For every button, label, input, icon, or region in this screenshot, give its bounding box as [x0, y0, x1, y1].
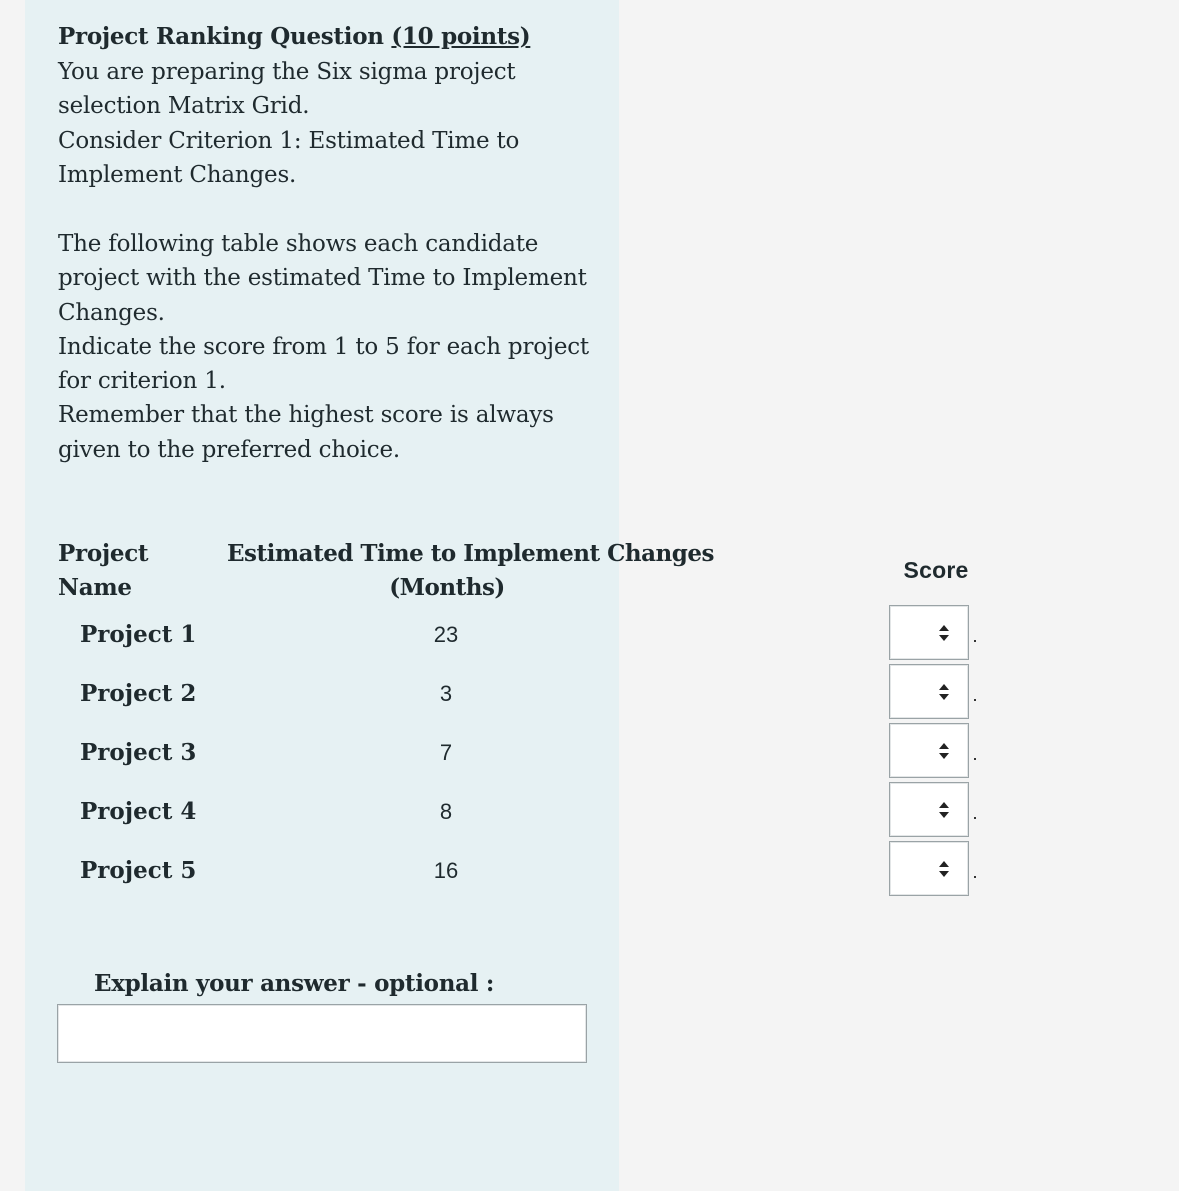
- score-select[interactable]: [889, 782, 969, 837]
- column-header-project-name: [58, 537, 148, 605]
- instruction-line: given to the preferred choice.: [58, 436, 400, 463]
- estimated-months: 3: [439, 681, 453, 706]
- up-down-arrows-icon: [938, 800, 950, 820]
- table-row: [0, 679, 1179, 738]
- column-header-score: Score: [903, 557, 969, 583]
- estimated-months: 7: [439, 740, 453, 765]
- row-marker: [974, 640, 976, 642]
- score-select[interactable]: [889, 841, 969, 896]
- instruction-line: The following table shows each candidate: [58, 231, 539, 257]
- intro-line: Consider Criterion 1: Estimated Time to: [58, 127, 520, 154]
- table-row: [0, 797, 1179, 856]
- up-down-arrows-icon: [938, 682, 950, 702]
- instruction-line: Indicate the score from 1 to 5 for each project: [58, 333, 589, 360]
- intro-line: selection Matrix Grid.: [58, 93, 310, 120]
- up-down-arrows-icon: [938, 859, 950, 879]
- estimated-months: 8: [439, 799, 453, 824]
- column-header-project-line1: Project: [58, 540, 149, 567]
- question-intro: [58, 55, 598, 192]
- project-name: Project 2: [80, 680, 197, 707]
- instruction-line: Remember that the highest score is always: [58, 402, 554, 429]
- question-instructions: [58, 227, 598, 467]
- instruction-line: project with the estimated Time to Implement: [58, 265, 587, 292]
- intro-line: You are preparing the Six sigma project: [58, 59, 516, 85]
- project-name: Project 4: [80, 798, 197, 825]
- estimated-months: 23: [433, 622, 459, 647]
- table-row: [0, 738, 1179, 797]
- column-header-time-line2: (Months): [389, 574, 505, 601]
- row-marker: [974, 758, 976, 760]
- row-marker: [974, 699, 976, 701]
- explain-answer-label: Explain your answer - optional :: [94, 970, 495, 997]
- estimated-months: 16: [433, 858, 459, 883]
- intro-line: Implement Changes.: [58, 161, 297, 188]
- score-select[interactable]: [889, 605, 969, 660]
- table-row: [0, 856, 1179, 915]
- score-select[interactable]: [889, 664, 969, 719]
- project-name: Project 3: [80, 739, 197, 766]
- row-marker: [974, 876, 976, 878]
- score-select[interactable]: [889, 723, 969, 778]
- explain-answer-input[interactable]: [57, 1004, 587, 1063]
- column-header-time-line1: Estimated Time to Implement Changes: [227, 540, 714, 567]
- up-down-arrows-icon: [938, 623, 950, 643]
- project-name: Project 1: [80, 621, 197, 648]
- table-row: [0, 620, 1179, 679]
- instruction-line: for criterion 1.: [58, 368, 226, 395]
- question-points: (10 points): [391, 23, 531, 50]
- question-title-text: Project Ranking Question: [58, 23, 384, 50]
- instruction-line: Changes.: [58, 299, 165, 326]
- question-title: [58, 20, 530, 54]
- column-header-project-line2: Name: [58, 574, 132, 601]
- column-header-estimated-time: [227, 537, 714, 605]
- up-down-arrows-icon: [938, 741, 950, 761]
- row-marker: [974, 817, 976, 819]
- project-name: Project 5: [80, 857, 197, 884]
